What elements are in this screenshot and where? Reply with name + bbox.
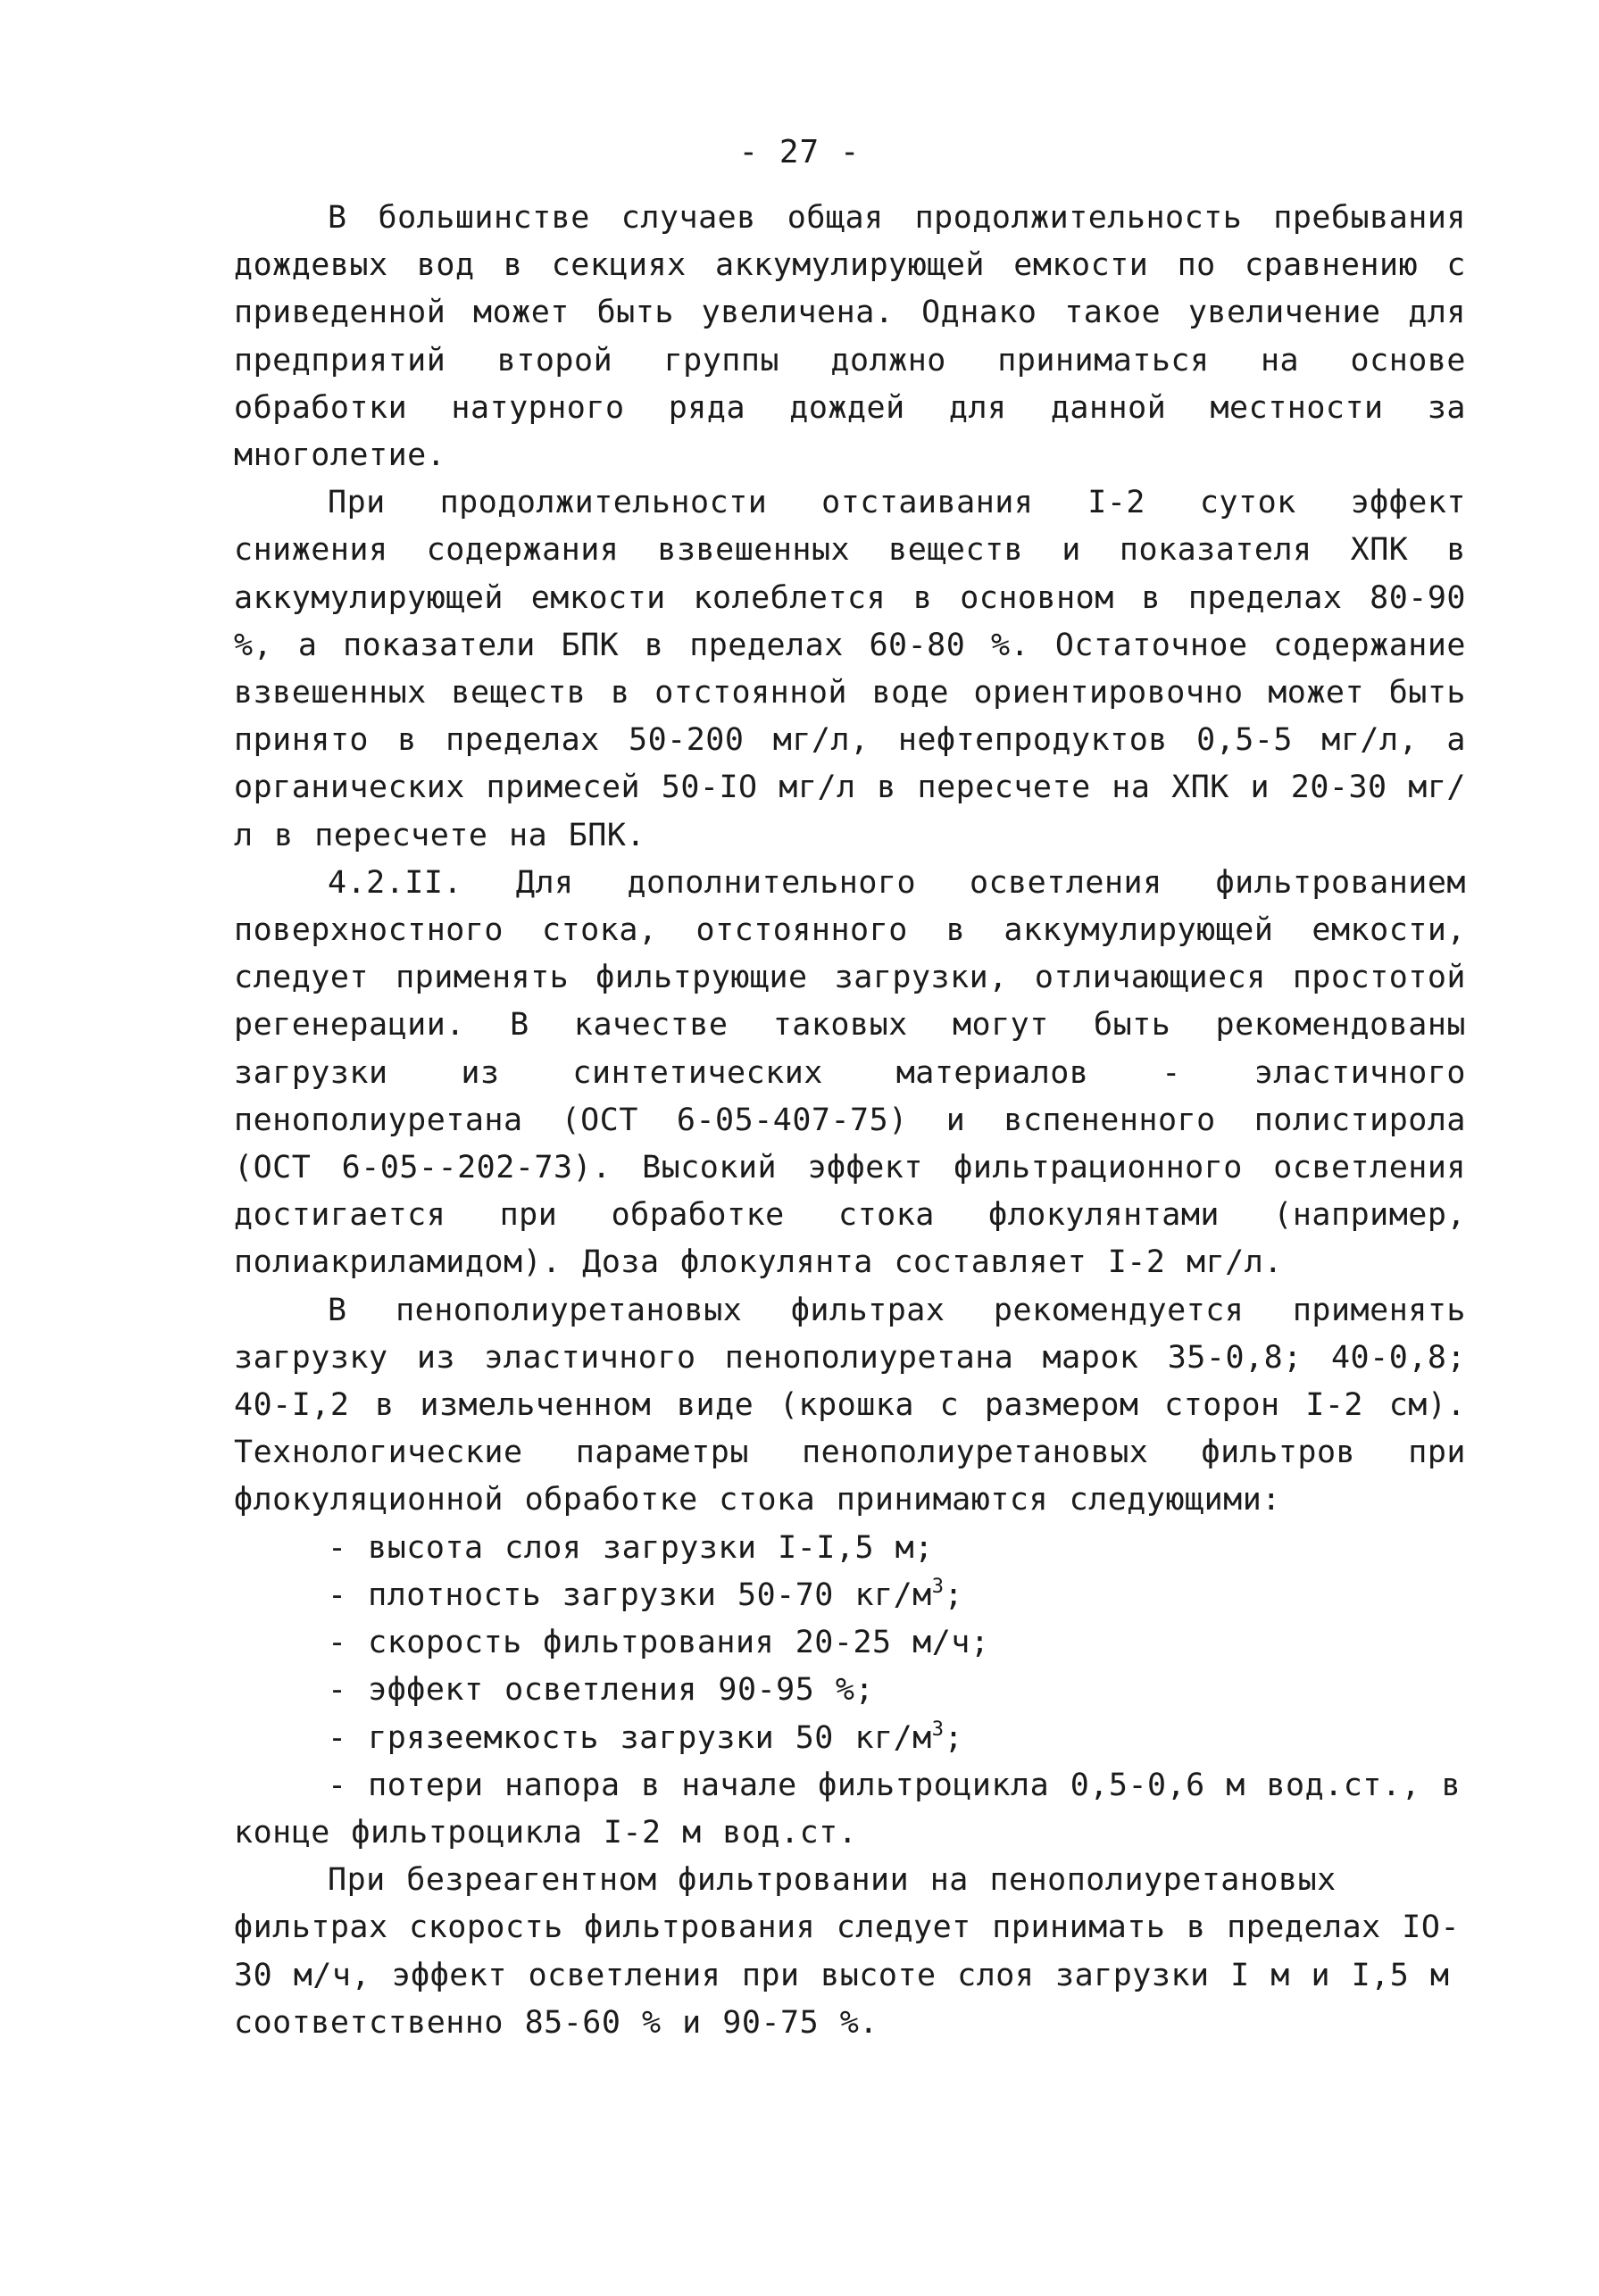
page-number: - 27 - xyxy=(738,134,861,171)
superscript-3: 3 xyxy=(931,1575,945,1598)
paragraph-4: В пенополиуретановых фильтрах рекомендуется применять загрузку из эластичного пенополиуретана марок 35-0,8; 40-0,8; 40-I,2 в измельченном виде (крошка с размером сторон I-2 см). Технологические параметры пенополиуретановых фильтров при флокуляционной обработке стока принимаются следующими: xyxy=(234,1292,1466,1518)
paragraph-5: При безреагентном фильтровании на пенополиуретановых фильтрах скорость фильтрования следует принимать в пределах IO-30 м/ч, эффект осветления при высоте слоя загрузки I м и I,5 м соответственно 85-60 % и 90-75 %. xyxy=(234,1862,1461,2041)
paragraph-1: В большинстве случаев общая продолжительность пребывания дождевых вод в секциях аккумулирующей емкости по сравнению с приведенной может быть увеличена. Однако такое увеличение для предприятий второй группы должно приниматься на основе обработки натурного ряда дождей для данной местности за многолетие. xyxy=(234,200,1466,474)
list-item-dirt-capacity-text: - грязеемкость загрузки 50 кг/м xyxy=(328,1719,932,1756)
list-item-filtration-rate: - скорость фильтрования 20-25 м/ч; xyxy=(328,1625,990,1661)
list-item-density-text: - плотность загрузки 50-70 кг/м xyxy=(328,1576,932,1613)
list-item-density-end: ; xyxy=(944,1576,964,1613)
list-item-clarification-effect: - эффект осветления 90-95 %; xyxy=(328,1672,875,1709)
list-item-layer-height: - высота слоя загрузки I-I,5 м; xyxy=(328,1529,934,1566)
paragraph-2: При продолжительности отстаивания I-2 суток эффект снижения содержания взвешенных веществ и показателя ХПК в аккумулирующей емкости колеблется в основном в пределах 80-90 %, а показатели БПК в пределах 60-80 %. Остаточное содержание взвешенных веществ в отстоянной воде ориентировочно может быть принято в пределах 50-200 мг/л, нефтепродуктов 0,5-5 мг/л, а органических примесей 50-IO мг/л в пересчете на ХПК и 20-30 мг/л в пересчете на БПК. xyxy=(234,485,1466,853)
superscript-3: 3 xyxy=(931,1718,945,1741)
list-item-density xyxy=(234,1572,1466,1619)
list-item-head-loss: - потери напора в начале фильтроцикла 0,5-0,6 м вод.ст., в конце фильтроцикла I-2 м вод.ст. xyxy=(234,1767,1462,1851)
list-item-dirt-capacity xyxy=(234,1715,1466,1762)
paragraph-3: 4.2.II. Для дополнительного осветления фильтрованием поверхностного стока, отстоянного в аккумулирующей емкости, следует применять фильтрующие загрузки, отличающиеся простотой регенерации. В качестве таковых могут быть рекомендованы загрузки из синтетических материалов - эластичного пенополиуретана (ОСТ 6-05-407-75) и вспененного полистирола (ОСТ 6-05--202-73). Высокий эффект фильтрационного осветления достигается при обработке стока флокулянтами (например, полиакриламидом). Доза флокулянта составляет I-2 мг/л. xyxy=(234,864,1466,1281)
list-item-dirt-capacity-end: ; xyxy=(944,1719,964,1756)
document-body xyxy=(234,195,1466,2047)
